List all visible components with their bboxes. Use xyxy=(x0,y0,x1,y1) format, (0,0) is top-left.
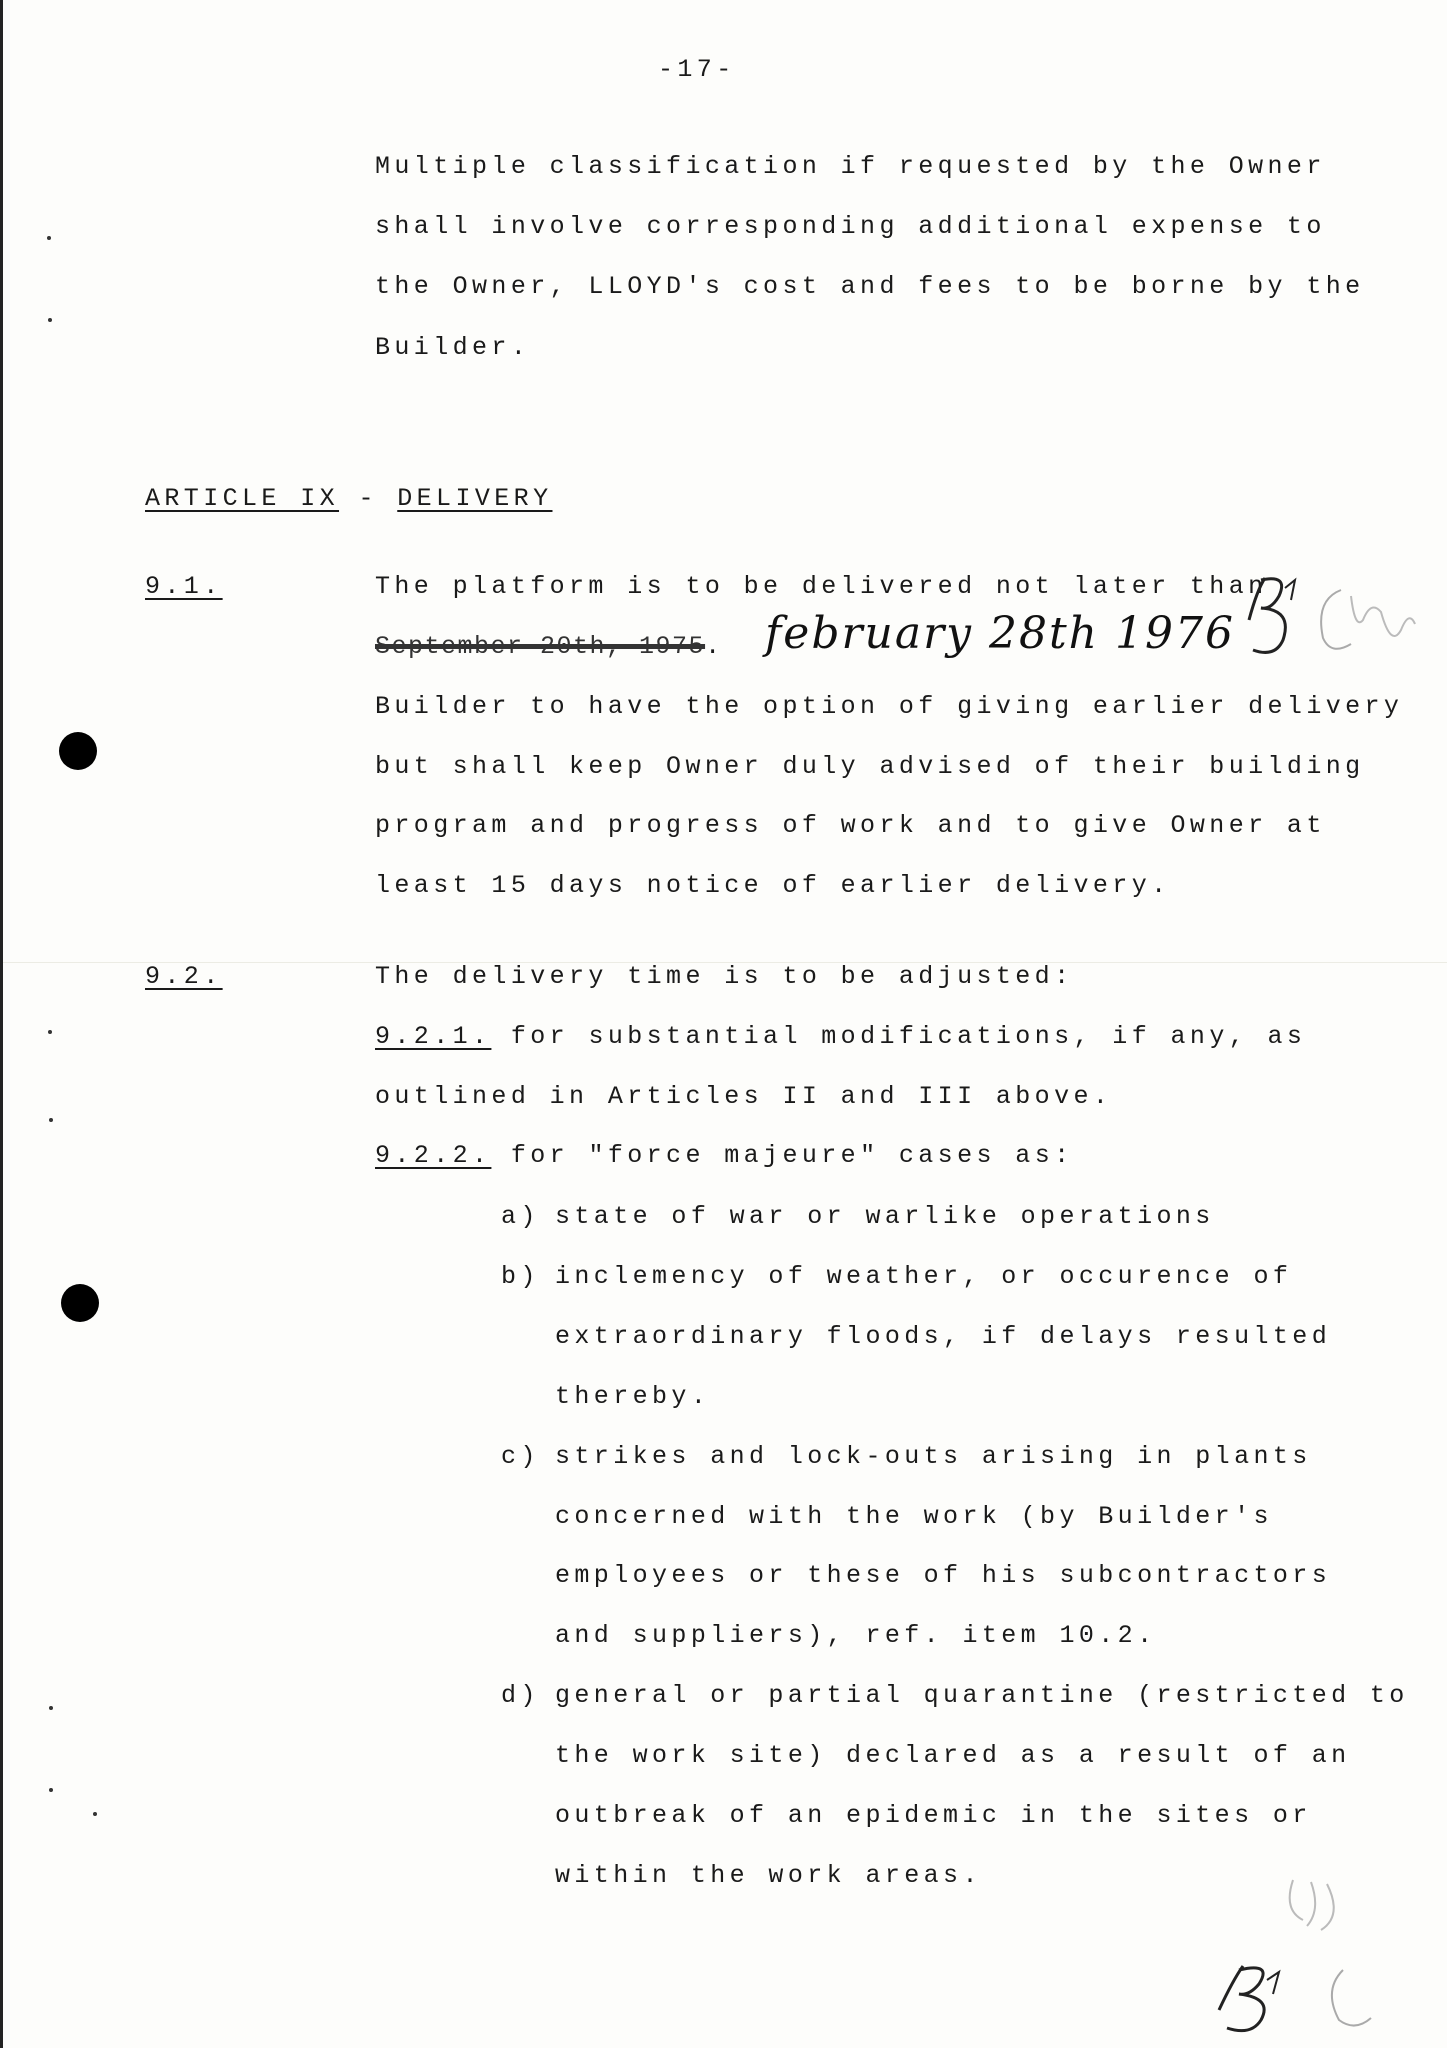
item-label-a: a) xyxy=(501,1202,540,1231)
margin-speck xyxy=(93,1812,97,1816)
margin-speck xyxy=(48,1030,52,1034)
section-9-1-line-3: Builder to have the option of giving earlier delivery xyxy=(375,692,1404,721)
subsection-number-9-2-1: 9.2.1. xyxy=(375,1022,492,1051)
initials-mark-bottom xyxy=(1203,1870,1443,2040)
item-b-line-2: extraordinary floods, if delays resulted xyxy=(555,1322,1332,1351)
margin-speck xyxy=(49,1118,53,1122)
article-heading xyxy=(145,484,552,514)
section-9-1-line-4: but shall keep Owner duly advised of their building xyxy=(375,752,1365,781)
item-d-line-3: outbreak of an epidemic in the sites or xyxy=(555,1801,1312,1830)
section-9-1-line-1: The platform is to be delivered not later than xyxy=(375,572,1268,601)
punch-hole-bottom xyxy=(61,1284,99,1322)
intro-line-1: Multiple classification if requested by the Owner xyxy=(375,152,1326,181)
subsection-9-2-2 xyxy=(375,1141,1074,1171)
item-b-line-1: inclemency of weather, or occurence of xyxy=(555,1262,1293,1291)
item-c-line-2: concerned with the work (by Builder's xyxy=(555,1502,1273,1531)
subsection-number-9-2-2: 9.2.2. xyxy=(375,1141,492,1170)
section-number-9-1: 9.1. xyxy=(145,572,223,601)
item-label-d: d) xyxy=(501,1681,540,1710)
subsection-9-2-1-line-2: outlined in Articles II and III above. xyxy=(375,1082,1113,1111)
subsection-9-2-1-text: for substantial modifications, if any, as xyxy=(510,1022,1307,1051)
section-9-1-struck-line xyxy=(375,632,724,662)
intro-line-4: Builder. xyxy=(375,333,531,362)
item-c-line-3: employees or these of his subcontractors xyxy=(555,1561,1332,1590)
item-d-line-4: within the work areas. xyxy=(555,1861,982,1890)
section-9-1-line-6: least 15 days notice of earlier delivery. xyxy=(375,871,1171,900)
margin-speck xyxy=(49,1706,53,1710)
item-d-line-1: general or partial quarantine (restricted to xyxy=(555,1681,1409,1710)
item-c-line-1: strikes and lock-outs arising in plants xyxy=(555,1442,1312,1471)
item-label-c: c) xyxy=(501,1442,540,1471)
struck-period: . xyxy=(705,632,725,661)
initials-mark-top xyxy=(1231,560,1431,680)
page-number: -17- xyxy=(658,55,736,84)
section-number-9-2: 9.2. xyxy=(145,962,223,991)
item-b-line-3: thereby. xyxy=(555,1382,711,1411)
item-a-line-1: state of war or warlike operations xyxy=(555,1202,1215,1231)
item-c-line-4: and suppliers), ref. item 10.2. xyxy=(555,1621,1157,1650)
punch-hole-top xyxy=(59,732,97,770)
margin-speck xyxy=(48,318,52,322)
section-9-2-intro: The delivery time is to be adjusted: xyxy=(375,962,1074,991)
article-title: DELIVERY xyxy=(397,484,553,513)
section-9-1-line-5: program and progress of work and to give Owner at xyxy=(375,811,1326,840)
margin-speck xyxy=(47,236,51,240)
item-d-line-2: the work site) declared as a result of an xyxy=(555,1741,1351,1770)
article-separator: - xyxy=(358,484,378,513)
struck-date: September 20th, 1975 xyxy=(375,632,706,661)
article-prefix: ARTICLE IX xyxy=(145,484,340,513)
intro-line-2: shall involve corresponding additional expense to xyxy=(375,212,1326,241)
handwritten-date: february 28th 1976 xyxy=(765,608,1235,659)
subsection-9-2-1 xyxy=(375,1022,1306,1052)
subsection-9-2-2-text: for "force majeure" cases as: xyxy=(510,1141,1074,1170)
intro-line-3: the Owner, LLOYD's cost and fees to be borne by the xyxy=(375,272,1365,301)
margin-speck xyxy=(49,1788,53,1792)
item-label-b: b) xyxy=(501,1262,540,1291)
